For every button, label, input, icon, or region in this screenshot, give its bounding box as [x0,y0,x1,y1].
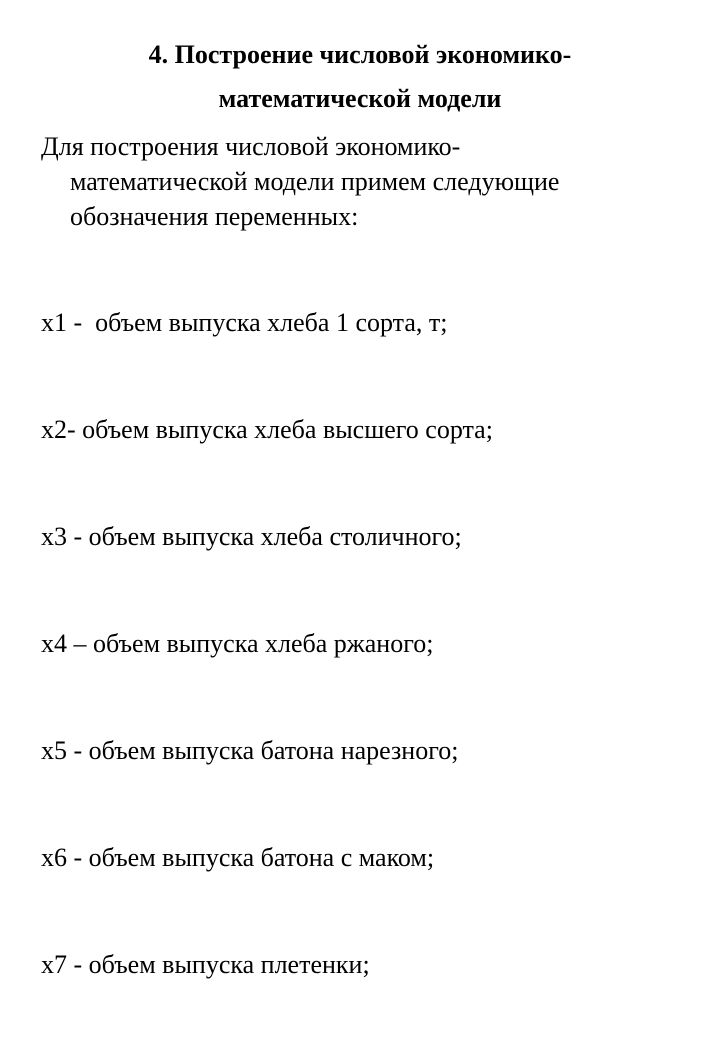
intro-line-1: Для построения числовой экономико- [41,132,461,161]
slide-body [41,129,701,1053]
variable-item-x6: x6 - объем выпуска батона с маком; [41,843,435,872]
variable-item-x7: x7 - объем выпуска плетенки; [41,950,370,979]
variable-item-x2: x2- объем выпуска хлеба высшего сорта; [41,415,493,444]
variable-item-x1: x1 - объем выпуска хлеба 1 сорта, т; [41,308,448,337]
variable-item-x4: x4 – объем выпуска хлеба ржаного; [41,629,434,658]
variable-item-x5: x5 - объем выпуска батона нарезного; [41,736,459,765]
variable-list [41,234,701,1053]
intro-paragraph [41,129,701,234]
intro-line-2: математической модели примем следующие [70,167,560,196]
title-line-1: 4. Построение числовой экономико- [148,40,572,69]
intro-line-3: обозначения переменных: [70,202,359,231]
slide-title [60,33,660,121]
variable-item-x3: x3 - объем выпуска хлеба столичного; [41,522,462,551]
title-line-2: математической модели [218,84,502,113]
